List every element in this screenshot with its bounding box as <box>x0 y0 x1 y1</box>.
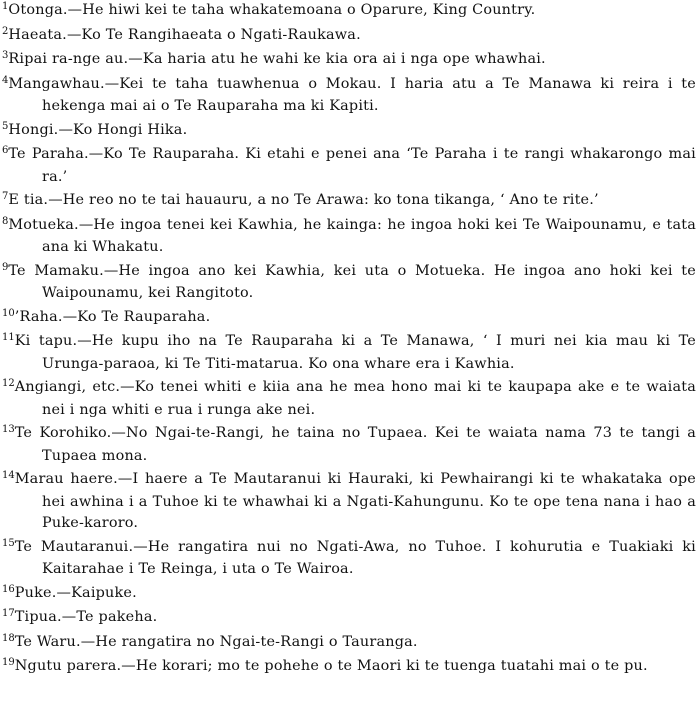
footnote-2 <box>2 25 696 48</box>
footnote-number: 7 <box>2 191 9 202</box>
footnote-text: —Ka haria atu he wahi ke kia ora ai i nga ope whawhai. <box>128 51 546 67</box>
footnote-text: —He kupu iho na Te Rauparaha ki a Te Manawa, ‘ I muri nei kia mau ki Te Urunga-paraoa, ki Te Titi-matarua. Ko ona whare era i Kawhia. <box>42 333 696 372</box>
footnote-8 <box>2 215 696 259</box>
footnote-number: 15 <box>2 537 15 549</box>
footnote-headword: Ripai ra-nge au. <box>8 51 129 67</box>
footnote-13 <box>2 423 696 467</box>
footnote-headword: Te Mamaku. <box>8 262 104 279</box>
footnote-19 <box>2 656 696 679</box>
footnote-number: 6 <box>2 145 9 156</box>
footnote-headword: Hongi. <box>8 121 59 138</box>
footnote-number: 3 <box>2 50 9 61</box>
footnote-text: —Kei te taha tuawhenua o Mokau. I haria atu a Te Manawa ki reira i te hekenga mai ai o Te Rauparaha ma ki Kapiti. <box>42 75 696 114</box>
footnote-headword: Haeata. <box>8 26 67 43</box>
footnote-headword: Marau haere. <box>14 471 118 487</box>
footnote-number: 9 <box>2 261 9 273</box>
footnote-number: 1 <box>2 1 9 12</box>
footnote-headword: Motueka. <box>8 216 79 233</box>
footnote-text: —He hiwi kei te taha whakatemoana o Oparure, King Country. <box>67 2 536 18</box>
footnote-headword: Te Mautaranui. <box>14 538 134 555</box>
footnote-6 <box>2 144 696 188</box>
footnote-11 <box>2 331 696 375</box>
footnote-10 <box>2 307 696 330</box>
footnote-text: —No Ngai-te-Rangi, he taina no Tupaea. Kei te waiata nama 73 te tangi a Tupaea mona. <box>42 425 696 464</box>
footnote-15 <box>2 537 696 581</box>
footnote-text: —Kaipuke. <box>56 584 137 601</box>
footnote-number: 14 <box>2 470 15 481</box>
footnote-text: —He ingoa ano kei Kawhia, kei uta o Motueka. He ingoa ano hoki kei te Waipounamu, kei Rangitoto. <box>42 262 696 301</box>
footnote-text: —He korari; mo te pohehe o te Maori ki te tuenga tuatahi mai o te pu. <box>121 658 648 674</box>
footnote-3 <box>2 49 696 72</box>
footnote-headword: Tipua. <box>14 609 62 625</box>
footnote-text: —Ko Te Rauparaha. Ki etahi e penei ana ‘Te Paraha i te rangi whakarongo mai ra.’ <box>42 146 696 185</box>
footnote-headword: Ki tapu. <box>14 333 78 349</box>
footnote-headword: Angiangi, etc. <box>14 379 121 395</box>
footnote-number: 13 <box>2 424 15 435</box>
footnote-text: —Ko Te Rauparaha. <box>62 308 211 325</box>
footnote-text: —Ko Hongi Hika. <box>58 121 188 138</box>
footnote-number: 12 <box>2 378 15 389</box>
footnote-text: —He rangatira nui no Ngati-Awa, no Tuhoe. I kohurutia e Tuakiaki ki Kaitarahae i Te Reinga, i uta o Te Wairoa. <box>42 538 696 577</box>
footnote-number: 2 <box>2 25 9 37</box>
footnote-headword: Otonga. <box>8 2 68 18</box>
footnote-number: 19 <box>2 657 15 668</box>
footnote-text: —Ko Te Rangihaeata o Ngati-Raukawa. <box>66 26 361 43</box>
footnote-text: —He ingoa tenei kei Kawhia, he kainga: he ingoa hoki kei Te Waipounamu, e tata ana ki Whakatu. <box>42 216 696 255</box>
footnote-text: —He rangatira no Ngai-te-Rangi o Tauranga. <box>80 633 418 650</box>
footnote-headword: ’Raha. <box>14 308 63 325</box>
footnote-4 <box>2 74 696 118</box>
footnote-headword: Te Paraha. <box>8 146 89 162</box>
footnote-number: 11 <box>2 332 15 343</box>
footnote-12 <box>2 377 696 421</box>
footnote-text: —Te pakeha. <box>61 609 158 625</box>
footnote-number: 8 <box>2 215 9 227</box>
footnote-7 <box>2 190 696 213</box>
footnote-18 <box>2 632 696 655</box>
footnote-headword: Te Waru. <box>14 633 81 650</box>
footnote-headword: E tia. <box>8 192 49 208</box>
footnote-number: 18 <box>2 632 15 644</box>
footnote-16 <box>2 583 696 606</box>
footnote-text: —I haere a Te Mautaranui ki Hauraki, ki Pewhairangi ki te whakataka ope hei awhina i a Tuhoe ki te whawhai ki a Ngati-Kahungunu. Ko te ope tena nana i hao a Puke-karoro. <box>42 471 696 531</box>
footnote-headword: Ngutu parera. <box>14 658 122 674</box>
footnote-text: —He reo no te tai hauauru, a no Te Arawa: ko tona tikanga, ‘ Ano te rite.’ <box>48 192 599 208</box>
footnote-headword: Mangawhau. <box>8 75 105 92</box>
footnote-text: —Ko tenei whiti e kiia ana he mea hono mai ki te kaupapa ake e te waiata nei i nga whiti e rua i runga ake nei. <box>42 379 696 418</box>
footnote-headword: Puke. <box>14 584 57 601</box>
footnote-14 <box>2 469 696 535</box>
footnote-9 <box>2 261 696 305</box>
footnote-17 <box>2 607 696 630</box>
footnote-number: 4 <box>2 74 9 86</box>
footnote-5 <box>2 120 696 143</box>
footnote-number: 17 <box>2 608 15 619</box>
footnote-number: 16 <box>2 583 15 595</box>
footnote-headword: Te Korohiko. <box>14 425 112 441</box>
footnote-1 <box>2 0 696 23</box>
footnote-number: 10 <box>2 307 15 319</box>
footnote-number: 5 <box>2 120 9 132</box>
